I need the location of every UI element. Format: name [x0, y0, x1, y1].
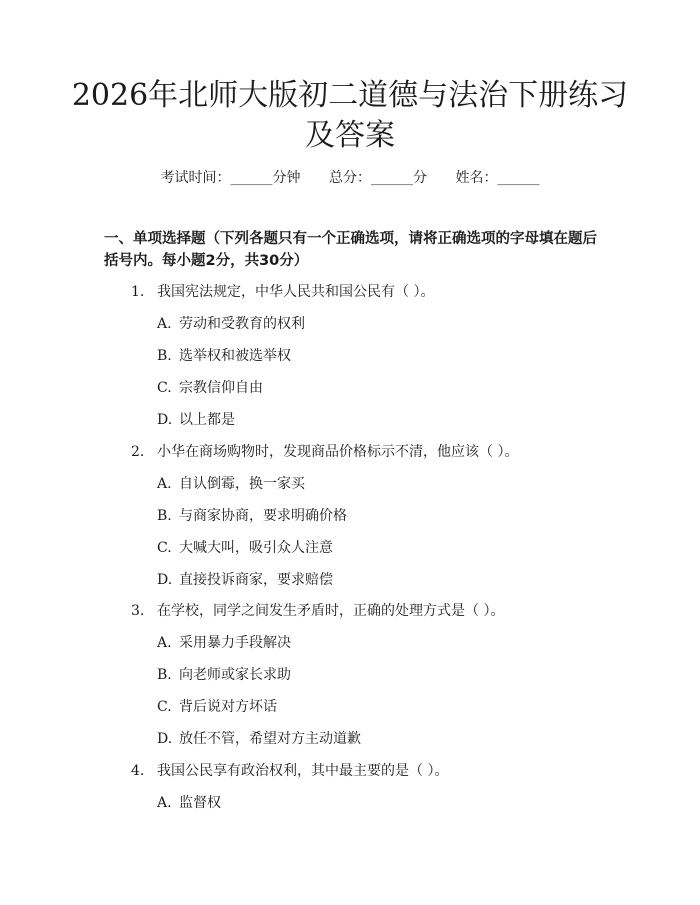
option-text: 与商家协商，要求明确价格	[179, 508, 347, 524]
option-text: 背后说对方坏话	[179, 699, 277, 715]
option-letter: A.	[157, 635, 172, 651]
question-3-option-c	[157, 697, 277, 717]
question-2-option-a	[157, 474, 305, 494]
question-3-option-d	[157, 729, 361, 749]
question-1-option-c	[157, 378, 263, 398]
question-1-option-d	[157, 410, 235, 430]
option-letter: C.	[157, 540, 172, 556]
question-number: 2.	[131, 444, 145, 460]
option-letter: D.	[157, 412, 173, 428]
option-letter: D.	[157, 572, 173, 588]
option-letter: C.	[157, 380, 172, 396]
section-heading: 一、单项选择题（下列各题只有一个正确选项，请将正确选项的字母填在题后括号内。每小题2分，共30分）	[104, 231, 597, 269]
option-text: 大喊大叫，吸引众人注意	[179, 540, 333, 556]
page-title: 2026年北师大版初二道德与法治下册练习及答案	[71, 78, 629, 153]
option-letter: B.	[157, 667, 172, 683]
question-2-option-c	[157, 538, 333, 558]
question-3-option-a	[157, 633, 291, 653]
option-letter: A.	[157, 316, 172, 332]
option-text: 监督权	[179, 795, 221, 811]
exam-time-field: 考试时间：______分钟	[160, 170, 301, 186]
question-text: 我国公民享有政治权利，其中最主要的是（ ）。	[157, 763, 449, 779]
question-text: 在学校，同学之间发生矛盾时，正确的处理方式是（ ）。	[157, 603, 505, 619]
exam-info-line	[0, 168, 700, 188]
option-text: 以上都是	[179, 412, 235, 428]
option-letter: A.	[157, 476, 172, 492]
option-text: 选举权和被选举权	[179, 348, 291, 364]
option-text: 宗教信仰自由	[179, 380, 263, 396]
option-letter: C.	[157, 699, 172, 715]
question-2-option-d	[157, 570, 333, 590]
student-name-field: 姓名：______	[455, 170, 540, 186]
option-letter: A.	[157, 795, 172, 811]
question-number: 4.	[131, 763, 145, 779]
option-letter: B.	[157, 348, 172, 364]
option-letter: B.	[157, 508, 172, 524]
option-text: 自认倒霉，换一家买	[179, 476, 305, 492]
option-text: 采用暴力手段解决	[179, 635, 291, 651]
option-letter: D.	[157, 731, 173, 747]
question-3-option-b	[157, 665, 291, 685]
question-text: 我国宪法规定，中华人民共和国公民有（ ）。	[157, 284, 435, 300]
question-number: 3.	[131, 603, 145, 619]
option-text: 直接投诉商家，要求赔偿	[179, 572, 333, 588]
question-1-option-a	[157, 314, 305, 334]
question-number: 1.	[131, 284, 145, 300]
question-1-option-b	[157, 346, 291, 366]
question-4-option-a	[157, 793, 221, 813]
option-text: 劳动和受教育的权利	[179, 316, 305, 332]
total-score-field: 总分：______分	[329, 170, 427, 186]
question-text: 小华在商场购物时，发现商品价格标示不清，他应该（ ）。	[157, 444, 519, 460]
option-text: 放任不管，希望对方主动道歉	[179, 731, 361, 747]
question-2-option-b	[157, 506, 347, 526]
option-text: 向老师或家长求助	[179, 667, 291, 683]
